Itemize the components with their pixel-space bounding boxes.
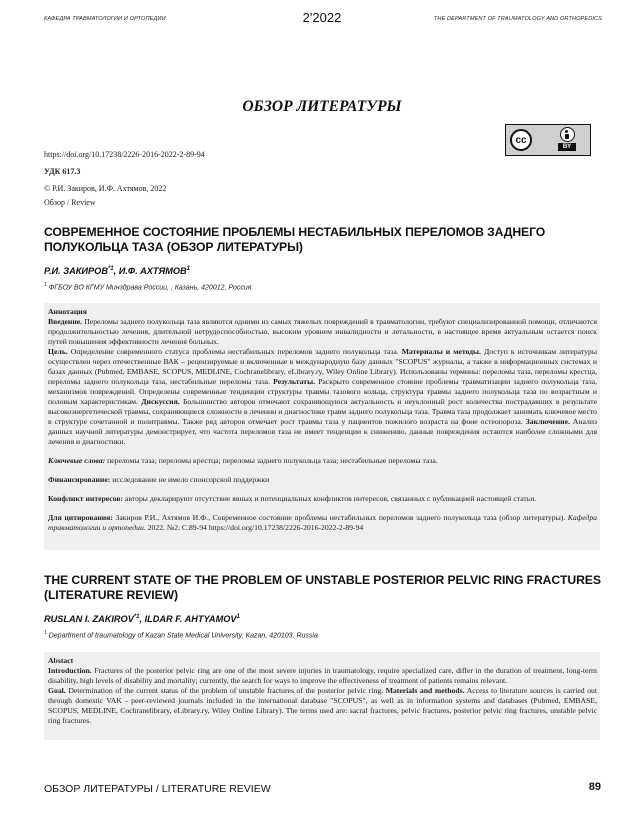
affiliation-mark: 1: [44, 630, 47, 636]
conflict-label: Конфликт интересов:: [48, 494, 124, 503]
affiliation-en: [44, 630, 318, 639]
conflict-text: авторы декларируют отсутствие явных и потенциальных конфликтов интересов, связанных с публикацией настоящей статьи.: [125, 494, 537, 503]
author-name: И.Ф. АХТЯМОВ: [118, 266, 187, 277]
author-name: ILDAR F. AHTYAMOV: [144, 614, 237, 625]
footer-section-label: ОБЗОР ЛИТЕРАТУРЫ / LITERATURE REVIEW: [44, 783, 271, 795]
person-icon: [560, 127, 575, 142]
issue-number: 2'2022: [302, 10, 342, 25]
methods-label: Материалы и методы.: [401, 347, 481, 356]
author-affiliation-mark: *1: [107, 266, 114, 272]
intro-label: Introduction.: [48, 666, 92, 675]
goal-text: Определение современного статуса проблемы нестабильных переломов заднего полукольца таза.: [70, 347, 399, 356]
keywords-text: переломы таза; переломы крестца; переломы заднего полукольца таза; нестабильные переломы таза.: [107, 456, 438, 465]
abstract-heading: Аннотация: [48, 307, 87, 316]
goal-label: Goal.: [48, 686, 66, 695]
by-label: BY: [558, 143, 576, 151]
goal-label: Цель.: [48, 347, 68, 356]
author-affiliation-mark: *1: [133, 614, 140, 620]
article-type: Обзор / Review: [44, 198, 96, 207]
goal-text: Determination of the current status of the problem of unstable fractures of the posterior pelvic ring.: [68, 686, 384, 695]
author-affiliation-mark: 1: [236, 614, 240, 620]
keywords-label: Ключевые слова:: [48, 456, 106, 465]
authors-ru: Р.И. ЗАКИРОВ$^{*1}$, И.Ф. АХТЯМОВ$^1$: [44, 266, 191, 277]
conclusion-text: Анализ данных научной литературы демонстрирует, что частота переломов таза не имеет тенденции к снижению, данные повреждения остаются наиболее сложными для лечения и диагностики.: [48, 417, 598, 446]
author-name: RUSLAN I. ZAKIROV: [44, 614, 134, 625]
funding-label: Финансирование:: [48, 475, 111, 484]
article-title-ru: СОВРЕМЕННОЕ СОСТОЯНИЕ ПРОБЛЕМЫ НЕСТАБИЛЬНЫХ ПЕРЕЛОМОВ ЗАДНЕГО ПОЛУКОЛЬЦА ТАЗА (ОБЗОР ЛИТЕРАТУРЫ): [44, 225, 546, 254]
methods-label: Materials and methods.: [385, 686, 465, 695]
affiliation-mark: 1: [44, 282, 47, 288]
intro-label: Введение.: [48, 317, 83, 326]
cc-label: cc: [515, 134, 527, 146]
cc-by-license-badge[interactable]: [505, 124, 591, 156]
author-affiliation-mark: 1: [186, 266, 191, 272]
intro-text: Переломы заднего полукольца таза являются одними из самых тяжелых повреждений в травматологии, требуют специализированной помощи, отличаются продолжительностью лечения, длительной нетрудоспособностью, высоким уровнем инвалидности и летальности, в настоящее время актуальным остается поиск путей повышения эффективности лечения больных.: [48, 317, 597, 346]
article-title-en: THE CURRENT STATE OF THE PROBLEM OF UNSTABLE POSTERIOR PELVIC RING FRACTURES (LITERATURE REVIEW): [44, 573, 601, 602]
doi-link[interactable]: https://doi.org/10.17238/2226-2016-2022-2-89-94: [44, 150, 205, 159]
affiliation-text: Department of traumatology of Kazan State Medical University, Kazan, 420103, Russia: [48, 632, 318, 640]
citation-text: Закиров Р.И., Ахтямов И.Ф., Современное состояние проблемы нестабильных переломов заднего полукольца таза (обзор литературы).: [115, 513, 566, 522]
author-name: Р.И. ЗАКИРОВ: [44, 266, 108, 277]
attribution-icon: [552, 127, 582, 153]
copyright: © Р.И. Закиров, И.Ф. Ахтямов, 2022: [44, 184, 167, 193]
abstract-box-ru: [44, 303, 600, 550]
results-text: Раскрыто современное стояние проблемы травматизации заднего полукольца таза, механизмов повреждений. Определены современные тенденции структуры травмы тазового кольца, структура травмы заднего полукольца таза по возрастным и половым характеристикам.: [48, 377, 598, 406]
results-label: Результаты.: [273, 377, 315, 386]
page-number: 89: [588, 781, 601, 793]
intro-text: Fractures of the posterior pelvic ring are one of the most severe injuries in traumatology, require specialized care, differ in the duration of treatment, long-term disability, high levels of disability and mortality; currently, the search for ways to improve the effectiveness of treatment of patients remains relevant.: [48, 666, 597, 685]
conclusion-label: Заключение.: [525, 417, 570, 426]
section-title: ОБЗОР ЛИТЕРАТУРЫ: [242, 98, 402, 115]
abstract-box-en: [44, 652, 600, 740]
udk-code: УДК 617.3: [44, 167, 81, 176]
running-header-right: THE DEPARTMENT OF TRAUMATOLOGY AND ORTHOPEDICS: [433, 16, 602, 22]
affiliation-ru: [44, 282, 252, 291]
discussion-text: Большинство авторов отмечают сохраняющуюся актуальность и неуклонный рост количества пострадавших в результате высокоэнергетической травмы, сохраняющиеся сложности в лечении и диагностике травм заднего полукольца таза. Травма таза продолжает занимать ключевое место в структуре сочетанной и политравмы. Также ряд авторов отмечает рост травмы таза у пациентов пожилого возраста на фоне остеопороза.: [48, 397, 598, 426]
abstract-heading: Abstact: [48, 656, 74, 665]
cc-icon: [510, 129, 532, 151]
discussion-label: Дискуссия.: [141, 397, 180, 406]
methods-text: Доступ к источникам литературы осуществлен через отечественные ВАК – рецензируемые и включенные в международную базу данных "SCOPUS" журналы, а также в информационных системах и базах данных (Pubmed, EMBASE, SCOPUS, MEDLINE, Cochranelibrary, eLibrary.ry, Wiley Online Library). Использованы термины: переломы таза, переломы крестца, переломы заднего полукольца таза, нестабильные переломы таза.: [48, 347, 598, 386]
citation-journal: Кафедра травматологии и ортопедии.: [48, 513, 598, 532]
funding-text: исследование не имело спонсорской поддержки: [112, 475, 270, 484]
affiliation-text: ФГБОУ ВО КГМУ Минздрава России, , Казань, 420012, Россия: [48, 284, 252, 292]
running-header-left: КАФЕДРА ТРАВМАТОЛОГИИ И ОРТОПЕДИИ: [44, 16, 166, 22]
citation-label: Для цитирования:: [48, 513, 113, 522]
citation-tail[interactable]: 2022. №2. С.89-94 https://doi.org/10.17238/2226-2016-2022-2-89-94: [147, 523, 364, 532]
authors-en: RUSLAN I. ZAKIROV$^{*1}$, ILDAR F. AHTYAMOV$^1$: [44, 614, 240, 625]
methods-text: Access to literature sources is carried out through domestic VAK - peer-reviewed journals included in the international database "SCOPUS", as well as in information systems and databases (Pubmed, EMBASE, SCOPUS, MEDLINE, Cochranelibrary, eLibrary.ry, Wiley Online Library). The terms used are: sacral fractures, pelvic fractures, posterior pelvic ring fractures, unstable pelvic ring fractures.: [48, 686, 598, 725]
